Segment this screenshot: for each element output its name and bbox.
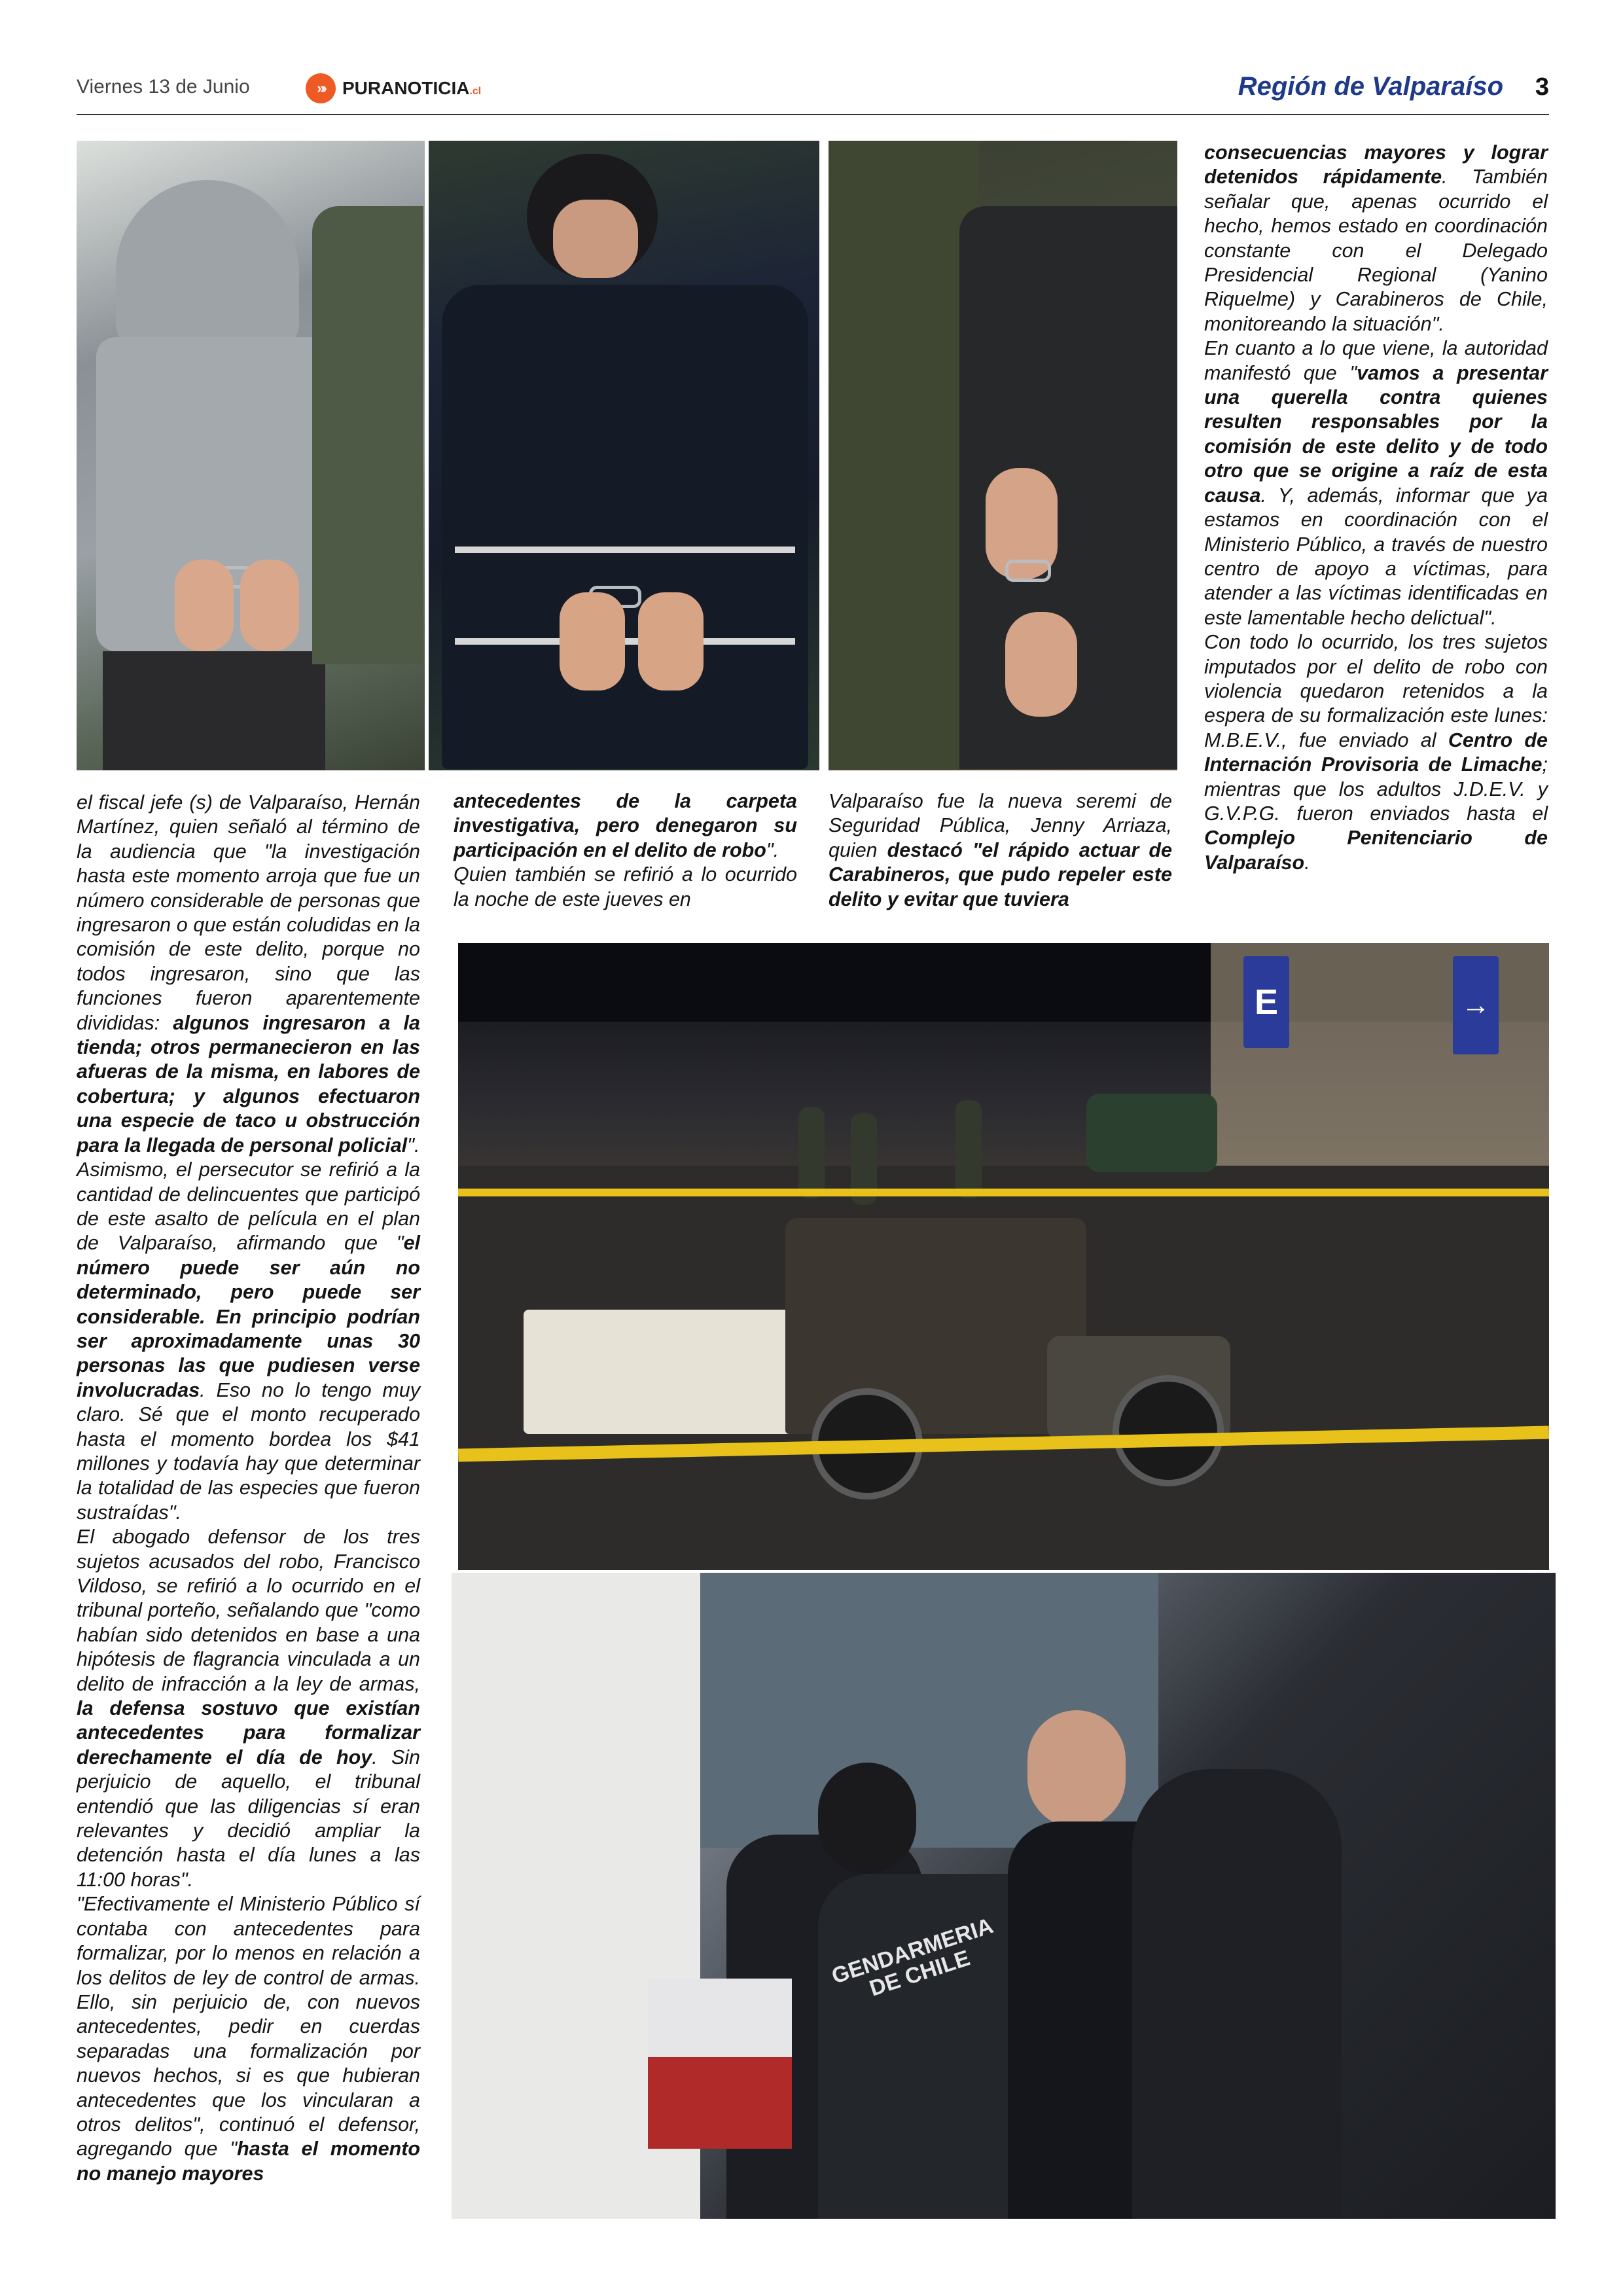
photo-gendarmeria-escort bbox=[452, 1573, 1556, 2219]
article-column-1 bbox=[77, 791, 420, 2186]
photo-handcuffed-hands bbox=[829, 141, 1177, 770]
article-paragraph bbox=[77, 1525, 420, 1892]
puranoticia-logo bbox=[306, 73, 481, 103]
photo-arrest-bomber-jacket bbox=[429, 141, 819, 770]
article-paragraph bbox=[1204, 141, 1548, 336]
logo-wordmark: PURANOTICIA.cl bbox=[342, 78, 482, 98]
bold-quote: consecuencias mayores y lograr detenidos rápidamente bbox=[1204, 141, 1548, 188]
logo-chevrons-icon: »› bbox=[306, 73, 336, 103]
article-column-3 bbox=[829, 789, 1172, 912]
bold-quote: algunos ingresaron a la tienda; otros permanecieron en las afueras de la misma, en labores de cobertura; y algunos efectuaron una especie de taco u obstrucción para la llegada de personal policial bbox=[77, 1011, 420, 1157]
parking-sign-icon: E bbox=[1243, 956, 1289, 1048]
text-run: Asimismo, el persecutor se refirió a la cantidad de delincuentes que participó de este asalto de película en el plan de Valparaíso, afirmando que " bbox=[77, 1158, 420, 1255]
header-rule bbox=[77, 114, 1549, 115]
issue-date: Viernes 13 de Junio bbox=[77, 76, 250, 98]
text-run: Valparaíso fue la nueva seremi de Seguridad Pública, Jenny Arriaza, quien bbox=[829, 790, 1172, 861]
article-paragraph bbox=[1204, 336, 1548, 630]
page-number: 3 bbox=[1535, 73, 1549, 101]
article-paragraph bbox=[829, 789, 1172, 912]
article-paragraph bbox=[454, 789, 797, 863]
text-run: ; mientras que los adultos J.D.E.V. y G.V.P.G. fueron enviados hasta el bbox=[1204, 753, 1548, 825]
text-run: Con todo lo ocurrido, los tres sujetos imputados por el delito de robo con violencia quedaron retenidos a la espera de su formalización este lunes: M.B.E.V., fue enviado al bbox=[1204, 631, 1548, 751]
text-run: Quien también se refirió a lo ocurrido la noche de este jueves en bbox=[454, 863, 797, 910]
gendarmeria-jacket-label: GENDARMERIA DE CHILE bbox=[829, 1913, 997, 2001]
article-paragraph bbox=[77, 791, 420, 1158]
section-title: Región de Valparaíso bbox=[1238, 72, 1503, 101]
text-run: "Efectivamente el Ministerio Público sí contaba con antecedentes para formalizar, por lo menos en relación a los delitos de ley de control de armas. Ello, sin perjuicio de, con nuevos antecedentes, pedir en cuerdas separadas una formalización por nuevos hechos, si es que hubieran antecedentes que los vincularan a otros delitos", continuó el defensor, agregando que " bbox=[77, 1893, 420, 2161]
text-run: El abogado defensor de los tres sujetos acusados del robo, Francisco Vildoso, se refirió a lo ocurrido en el tribunal porteño, señalando que "como habían sido detenidos en base a una hipótesis de flagrancia vinculada a un delito de infracción a la ley de armas, bbox=[77, 1526, 420, 1695]
photo-burned-pickup-truck bbox=[458, 943, 1549, 1570]
text-run: . bbox=[1304, 851, 1310, 874]
arrow-sign-icon: → bbox=[1453, 956, 1499, 1054]
bold-quote: hasta el momento no manejo mayores bbox=[77, 2138, 420, 2185]
bold-quote: antecedentes de la carpeta investigativa, pero denegaron su participación en el delito de robo bbox=[454, 790, 797, 861]
bold-quote: Complejo Penitenciario de Valparaíso bbox=[1204, 827, 1548, 874]
article-paragraph bbox=[454, 863, 797, 912]
text-run: . Y, además, informar que ya estamos en coordinación con el Ministerio Público, a través de nuestro centro de apoyo a víctimas, para atender a las víctimas identificadas en este lamentable hecho delictual". bbox=[1204, 484, 1548, 629]
article-column-4 bbox=[1204, 141, 1548, 875]
text-run: . Eso no lo tengo muy claro. Sé que el monto recuperado hasta el momento bordea los $41 millones y todavía hay que determinar la totalidad de las especies que fueron sustraídas". bbox=[77, 1378, 420, 1524]
bold-quote: destacó "el rápido actuar de Carabineros, que pudo repeler este delito y evitar que tuviera bbox=[829, 838, 1172, 910]
text-run: . Sin perjuicio de aquello, el tribunal entendió que las diligencias sí eran relevantes y decidió ampliar la detención hasta el día lunes a las 11:00 horas". bbox=[77, 1746, 421, 1891]
text-run: . También señalar que, apenas ocurrido el hecho, hemos estado en coordinación constante con el Delegado Presidencial Regional (Yanino Riquelme) y Carabineros de Chile, monitoreando la situación". bbox=[1204, 166, 1548, 335]
article-paragraph bbox=[1204, 630, 1548, 875]
text-run: ". bbox=[766, 838, 779, 861]
text-run: ". bbox=[407, 1134, 420, 1157]
bold-quote: el número puede ser aún no determinado, pero puede ser considerable. En principio podrían ser aproximadamente unas 30 personas las que pudiesen verse involucradas bbox=[77, 1232, 420, 1401]
page-header bbox=[77, 72, 1549, 118]
article-column-2 bbox=[454, 789, 797, 912]
text-run: En cuanto a lo que viene, la autoridad manifestó que " bbox=[1204, 337, 1548, 384]
bold-quote: Centro de Internación Provisoria de Limache bbox=[1204, 728, 1548, 776]
photo-arrest-hoodie bbox=[77, 141, 425, 770]
bold-quote: vamos a presentar una querella contra quienes resulten responsables por la comisión de este delito y de todo otro que se origine a raíz de esta causa bbox=[1204, 361, 1548, 507]
article-paragraph bbox=[77, 1158, 420, 1525]
text-run: el fiscal jefe (s) de Valparaíso, Hernán Martínez, quien señaló al término de la audiencia que "la investigación hasta este momento arroja que fue un número considerable de personas que ingresaron o que están coludidas en la comisión de este delito, porque no todos ingresaron, sino que las funciones fueron aparentemente divididas: bbox=[77, 791, 420, 1034]
article-paragraph bbox=[77, 1892, 420, 2186]
bold-quote: la defensa sostuvo que existían antecedentes para formalizar derechamente el día de hoy bbox=[77, 1697, 420, 1768]
